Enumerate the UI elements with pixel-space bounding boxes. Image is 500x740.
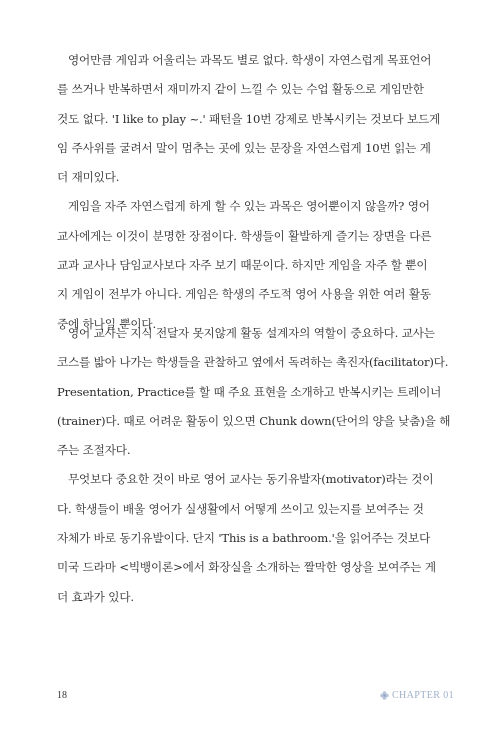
text-line: 무엇보다 중요한 것이 바로 영어 교사는 동기유발자(motivator)라는 것이 bbox=[68, 472, 434, 487]
text-line: 더 효과가 있다. bbox=[57, 589, 134, 604]
text-line: 다. 학생들이 배울 영어가 실생활에서 어떻게 쓰이고 있는지를 보여주는 것 bbox=[57, 501, 424, 516]
paragraph bbox=[57, 465, 447, 611]
paragraph bbox=[57, 192, 447, 338]
text-line: 를 쓰거나 반복하면서 재미까지 같이 느낄 수 있는 수업 활동으로 게임만한 bbox=[57, 82, 424, 97]
text-line: 영어 교사는 지식 전달자 못지않게 활동 설계자의 역할이 중요하다. 교사는 bbox=[68, 326, 435, 340]
text-line: 게임을 자주 자연스럽게 하게 할 수 있는 과목은 영어뿐이지 않을까? 영어 bbox=[68, 199, 430, 214]
paragraph bbox=[57, 46, 447, 192]
page-number: 18 bbox=[57, 690, 67, 701]
text-line: 더 재미있다. bbox=[57, 170, 120, 185]
paragraph bbox=[57, 319, 451, 465]
paragraph-text bbox=[57, 46, 447, 192]
text-line: 임 주사위를 굴려서 말이 멈추는 곳에 있는 문장을 자연스럽게 10번 읽는 게 bbox=[57, 140, 431, 155]
text-line: 코스를 밟아 나가는 학생들을 관찰하고 옆에서 독려하는 촉진자(facilitator)다. bbox=[57, 355, 449, 370]
text-line: 주는 조절자다. bbox=[57, 443, 131, 458]
text-line: Presentation, Practice를 할 때 주요 표현을 소개하고 반복시키는 트레이너 bbox=[57, 384, 442, 399]
text-line: (trainer)다. 때로 어려운 활동이 있으면 Chunk down(단어의 양을 낮춤)을 해 bbox=[57, 413, 451, 428]
text-line: 중에 하나일 뿐이다. bbox=[57, 316, 157, 331]
section-2 bbox=[57, 319, 451, 612]
chapter-text: CHAPTER 01 bbox=[391, 690, 454, 701]
page-footer bbox=[57, 690, 454, 706]
text-line: 미국 드라마 <빅뱅이론>에서 화장실을 소개하는 짤막한 영상을 보여주는 게 bbox=[57, 560, 436, 575]
text-line: 교과 교사나 담임교사보다 자주 보기 때문이다. 하지만 게임을 자주 할 뿐이 bbox=[57, 258, 428, 273]
text-line: 영어만큼 게임과 어울리는 과목도 별로 없다. 학생이 자연스럽게 목표언어 bbox=[68, 53, 432, 67]
flower-icon bbox=[380, 691, 389, 700]
text-line: 자체가 바로 동기유발이다. 단지 'This is a bathroom.'을 읽어주는 것보다 bbox=[57, 531, 431, 546]
paragraph-text bbox=[57, 319, 451, 465]
text-line: 교사에게는 이것이 분명한 장점이다. 학생들이 활발하게 즐기는 장면을 다른 bbox=[57, 228, 432, 243]
paragraph-text bbox=[57, 192, 447, 338]
chapter-label bbox=[380, 690, 454, 701]
text-line: 것도 없다. 'I like to play ~.' 패턴을 10번 강제로 반복시키는 것보다 보드게 bbox=[57, 111, 441, 126]
section-1 bbox=[57, 46, 447, 339]
text-line: 지 게임이 전부가 아니다. 게임은 학생의 주도적 영어 사용을 위한 여러 활동 bbox=[57, 287, 431, 302]
paragraph-text bbox=[57, 465, 447, 611]
